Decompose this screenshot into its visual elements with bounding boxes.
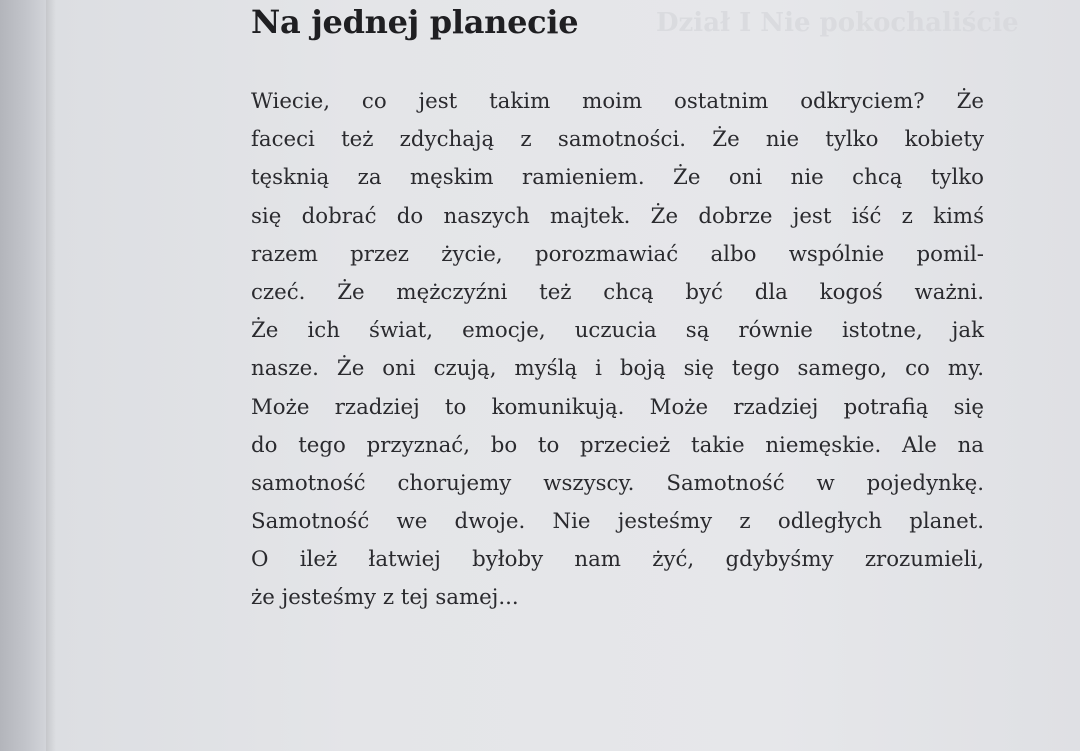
- paragraph-line: czeć. Że mężczyźni też chcą być dla kogoś ważni.: [251, 279, 984, 305]
- chapter-title: Na jednej planecie: [251, 3, 579, 41]
- paragraph-line: Samotność we dwoje. Nie jesteśmy z odległych planet.: [251, 509, 984, 535]
- show-through-header: Dział I Nie pokochaliście: [656, 8, 1019, 38]
- book-page: [46, 0, 1080, 751]
- paragraph-line: Może rzadziej to komunikują. Może rzadziej potrafią się: [251, 394, 984, 420]
- paragraph-line: że jesteśmy z tej samej...: [251, 585, 519, 611]
- book-spine-gutter: [0, 0, 46, 751]
- paragraph-line: samotność chorujemy wszyscy. Samotność w pojedynkę.: [251, 470, 984, 496]
- paragraph-line: Wiecie, co jest takim moim ostatnim odkryciem? Że: [251, 89, 984, 114]
- paragraph-line: faceci też zdychają z samotności. Że nie tylko kobiety: [251, 127, 984, 153]
- paragraph-line: tęsknią za męskim ramieniem. Że oni nie chcą tylko: [251, 165, 984, 191]
- paragraph-line: O ileż łatwiej byłoby nam żyć, gdybyśmy zrozumieli,: [251, 547, 984, 573]
- paragraph-line: nasze. Że oni czują, myślą i boją się tego samego, co my.: [251, 356, 984, 382]
- paragraph-line: do tego przyznać, bo to przecież takie niemęskie. Ale na: [251, 432, 984, 458]
- body-paragraph: [251, 83, 984, 618]
- paragraph-line: Że ich świat, emocje, uczucia są równie istotne, jak: [251, 318, 984, 344]
- paragraph-line: razem przez życie, porozmawiać albo wspólnie pomil-: [251, 241, 984, 267]
- paragraph-line: się dobrać do naszych majtek. Że dobrze jest iść z kimś: [251, 203, 984, 229]
